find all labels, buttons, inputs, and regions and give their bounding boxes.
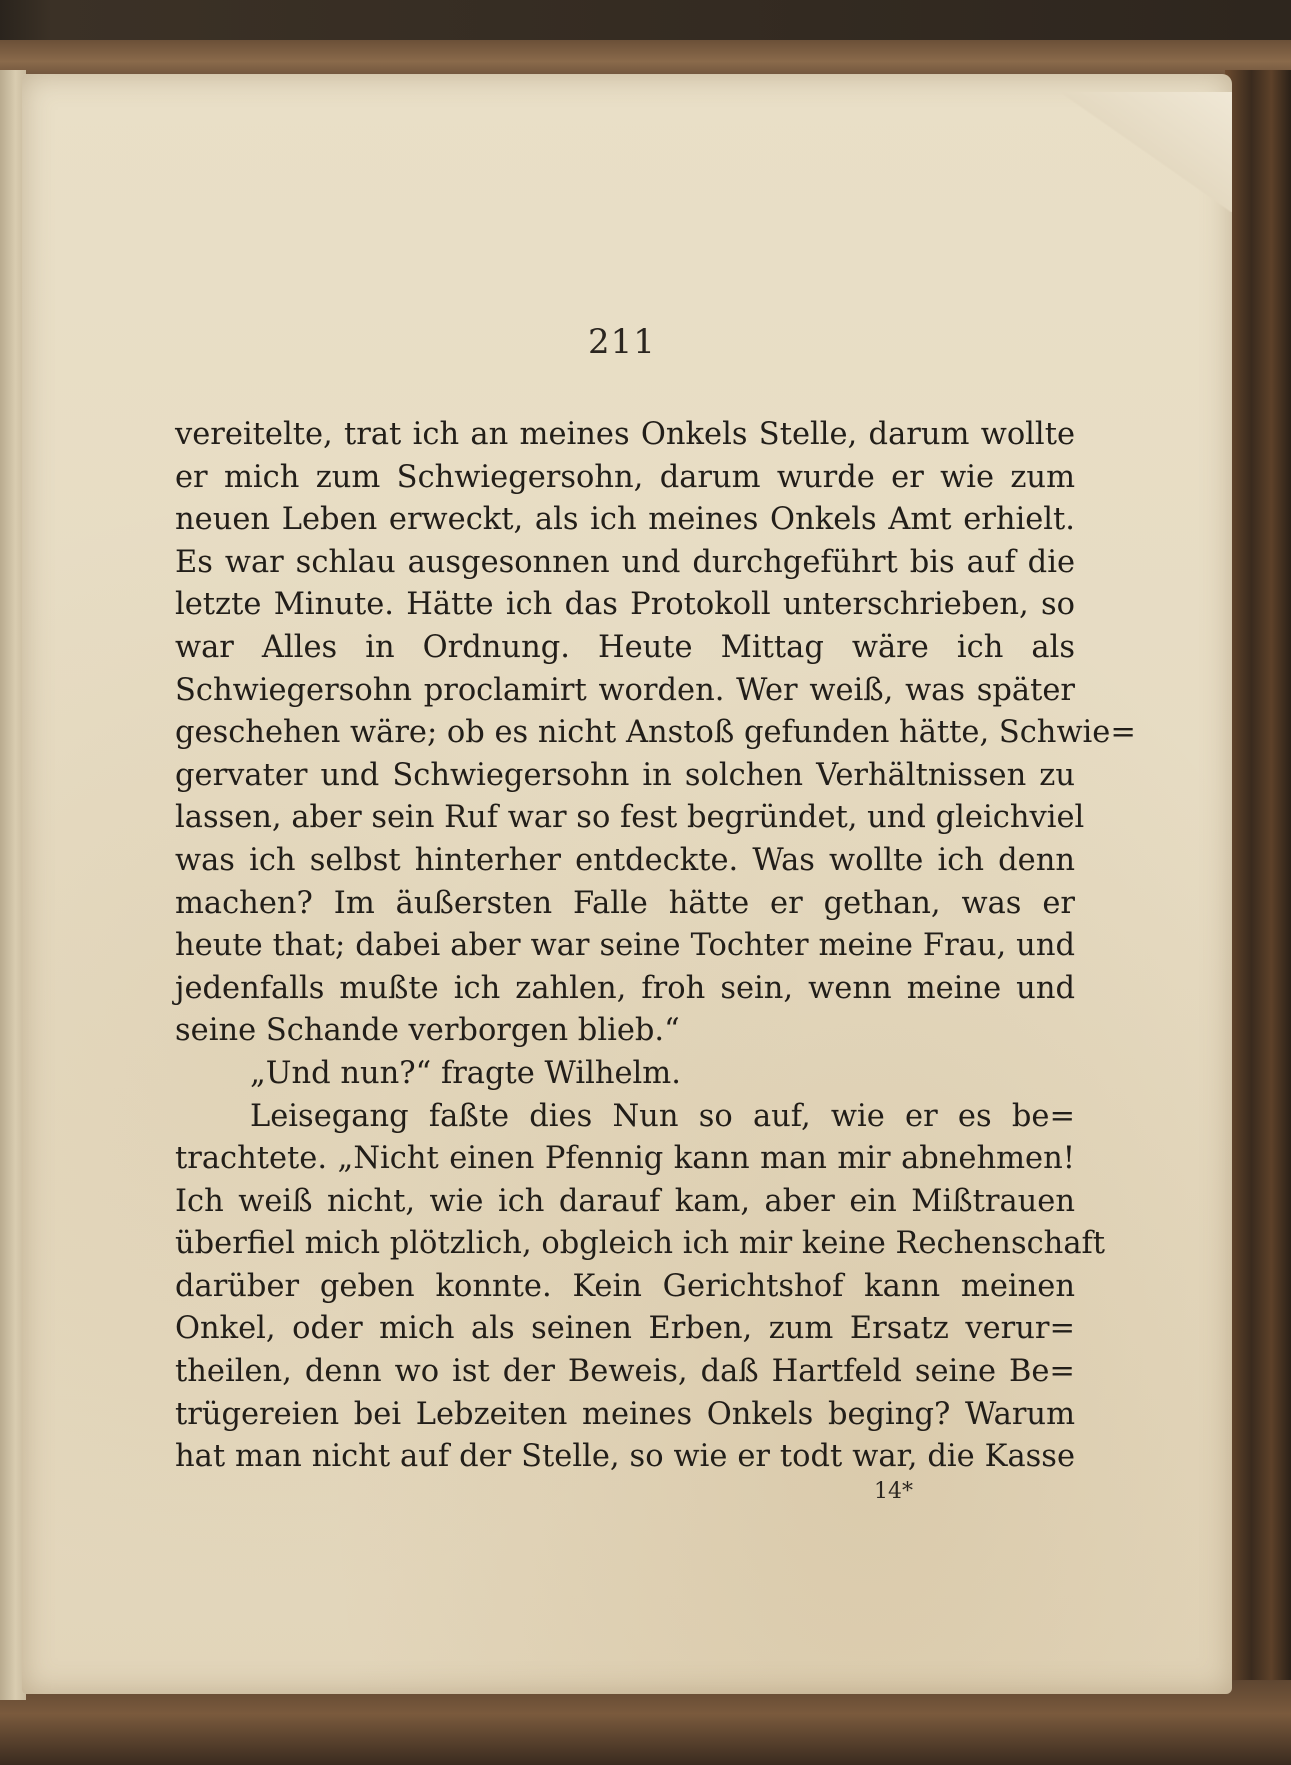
text-line: seine Schande verborgen blieb.“	[175, 1013, 680, 1049]
text-line: Leisegang faßte dies Nun so auf, wie er es be=	[250, 1098, 1075, 1134]
text-line: Es war schlau ausgesonnen und durchgeführt bis auf die	[175, 544, 1075, 580]
body-text	[175, 414, 1136, 1479]
text-line: darüber geben konnte. Kein Gerichtshof kann meinen	[175, 1268, 1075, 1304]
text-line: jedenfalls mußte ich zahlen, froh sein, wenn meine und	[175, 970, 1075, 1006]
text-line: heute that; dabei aber war seine Tochter meine Frau, und	[175, 928, 1075, 964]
text-line: machen? Im äußersten Falle hätte er gethan, was er	[175, 885, 1075, 921]
text-line: hat man nicht auf der Stelle, so wie er todt war, die Kasse	[175, 1439, 1075, 1475]
text-line: geschehen wäre; ob es nicht Anstoß gefunden hätte, Schwie=	[175, 715, 1136, 751]
text-line: Schwiegersohn proclamirt worden. Wer weiß, was später	[175, 672, 1075, 708]
text-line: er mich zum Schwiegersohn, darum wurde er wie zum	[175, 459, 1075, 495]
text-line: vereitelte, trat ich an meines Onkels Stelle, darum wollte	[175, 417, 1075, 452]
text-line: Onkel, oder mich als seinen Erben, zum Ersatz verur=	[175, 1311, 1075, 1347]
text-line: überfiel mich plötzlich, obgleich ich mir keine Rechenschaft	[175, 1226, 1106, 1262]
folded-corner	[1062, 92, 1232, 212]
text-line: lassen, aber sein Ruf war so fest begründet, und gleichviel	[175, 800, 1085, 836]
text-line: „Und nun?“ fragte Wilhelm.	[250, 1055, 681, 1091]
text-line: was ich selbst hinterher entdeckte. Was wollte ich denn	[175, 842, 1075, 878]
book-cover-right-edge	[1225, 70, 1291, 1700]
text-line: trügereien bei Lebzeiten meines Onkels beging? Warum	[175, 1396, 1075, 1432]
page-number: 211	[588, 322, 656, 362]
text-line: theilen, denn wo ist der Beweis, daß Hartfeld seine Be=	[175, 1354, 1075, 1390]
signature-mark: 14*	[874, 1479, 913, 1504]
text-line: neuen Leben erweckt, als ich meines Onkels Amt erhielt.	[175, 502, 1075, 538]
text-line: war Alles in Ordnung. Heute Mittag wäre ich als	[175, 629, 1075, 665]
text-line: trachtete. „Nicht einen Pfennig kann man mir abnehmen!	[175, 1141, 1075, 1177]
text-line: letzte Minute. Hätte ich das Protokoll unterschrieben, so	[175, 587, 1075, 623]
book-page	[22, 74, 1232, 1694]
text-line: gervater und Schwiegersohn in solchen Verhältnissen zu	[175, 757, 1075, 793]
text-line: Ich weiß nicht, wie ich darauf kam, aber ein Mißtrauen	[175, 1183, 1075, 1219]
